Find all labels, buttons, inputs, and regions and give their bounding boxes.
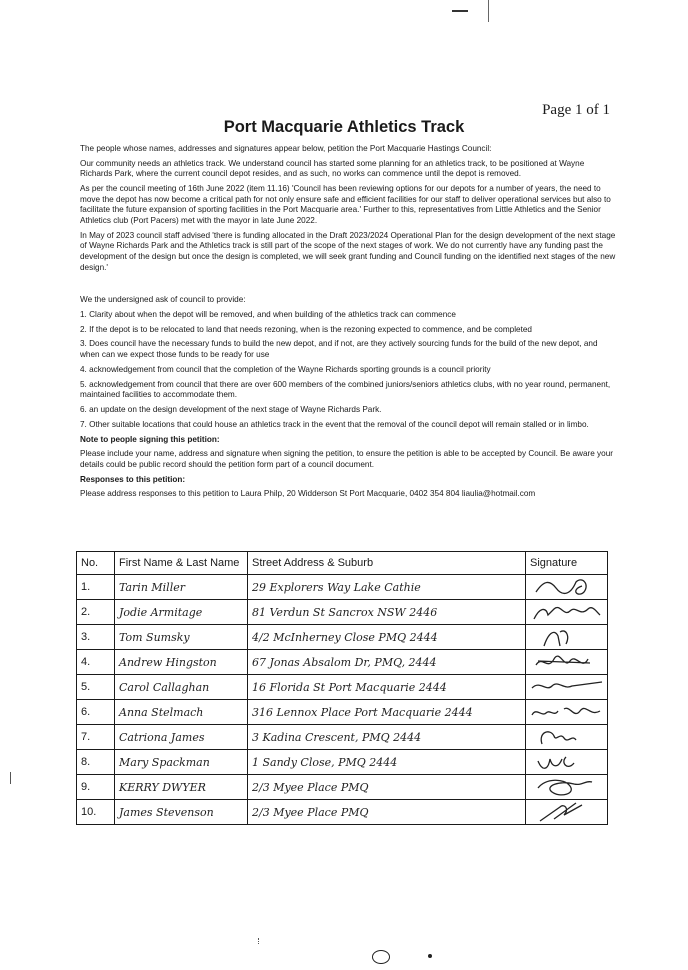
requests-intro: We the undersigned ask of council to provide: bbox=[80, 295, 246, 305]
scan-mark-top-line bbox=[488, 0, 489, 22]
table-row bbox=[77, 750, 608, 775]
table-row bbox=[77, 625, 608, 650]
row-number: 4. bbox=[77, 650, 115, 675]
row-name: KERRY DWYER bbox=[115, 775, 248, 800]
row-signature bbox=[526, 625, 608, 650]
row-name: Mary Spackman bbox=[115, 750, 248, 775]
header-signature: Signature bbox=[526, 552, 608, 575]
table-row bbox=[77, 700, 608, 725]
row-signature bbox=[526, 600, 608, 625]
signature-scribble bbox=[530, 576, 604, 598]
paragraph: As per the council meeting of 16th June 2022 (item 11.16) 'Council has been reviewing options for our depots for a number of years, the need to move the depot has now become a critical path for not only ensure safe and efficient facilities for our staff to deliver operational services but also to facilitate the future expansion of sporting facilities in the Port Macquarie area.' Further to this, representatives from Little Athletics and the Senior Athletics club (Port Pacers) met with the mayor in late June 2022. bbox=[80, 184, 611, 225]
row-name: James Stevenson bbox=[115, 800, 248, 825]
page-title: Port Macquarie Athletics Track bbox=[223, 118, 465, 136]
row-name: Anna Stelmach bbox=[115, 700, 248, 725]
table-header-row bbox=[77, 552, 608, 575]
row-address: 4/2 McInherney Close PMQ 2444 bbox=[248, 625, 526, 650]
request-item: 1. Clarity about when the depot will be removed, and when building of the athletics track can commence bbox=[80, 309, 456, 319]
row-name: Carol Callaghan bbox=[115, 675, 248, 700]
signature-scribble bbox=[530, 776, 604, 798]
paragraph: Our community needs an athletics track. We understand council has started some planning for an athletics track, to be positioned at Wayne Richards Park, where the current council depot resides, and as such, no works can commence until the depot is removed. bbox=[80, 158, 585, 179]
table-row bbox=[77, 675, 608, 700]
request-item: 2. If the depot is to be relocated to land that needs rezoning, when is the rezoning expected to commence, and be completed bbox=[80, 324, 532, 334]
row-signature bbox=[526, 750, 608, 775]
signature-scribble bbox=[530, 726, 604, 748]
intro-text: The people whose names, addresses and signatures appear below, petition the Port Macquarie Hastings Council: bbox=[80, 144, 492, 153]
petition-body bbox=[80, 144, 616, 504]
scan-speck bbox=[258, 938, 267, 944]
row-address: 29 Explorers Way Lake Cathie bbox=[248, 575, 526, 600]
row-signature bbox=[526, 800, 608, 825]
header-address: Street Address & Suburb bbox=[248, 552, 526, 575]
signature-scribble bbox=[530, 701, 604, 723]
row-signature bbox=[526, 725, 608, 750]
scan-edge-tick bbox=[10, 772, 11, 784]
row-signature bbox=[526, 650, 608, 675]
scan-mark-top bbox=[452, 10, 468, 12]
row-signature bbox=[526, 675, 608, 700]
request-item: 3. Does council have the necessary funds to build the new depot, and if not, are they actively sourcing funds for the build of the new depot, and when can we expect those funds to be ready for use bbox=[80, 339, 598, 360]
row-signature bbox=[526, 775, 608, 800]
signature-scribble bbox=[530, 626, 604, 648]
row-name: Tom Sumsky bbox=[115, 625, 248, 650]
note-heading: Note to people signing this petition: bbox=[80, 434, 220, 444]
note-text: Please include your name, address and signature when signing the petition, to ensure the petition is able to be accepted by Council. Be aware your details could be public record should the petition form part of a council document. bbox=[80, 449, 613, 469]
request-item: 4. acknowledgement from council that the completion of the Wayne Richards sporting grounds is a council priority bbox=[80, 364, 491, 374]
table-row bbox=[77, 600, 608, 625]
signature-scribble bbox=[530, 651, 604, 673]
row-signature bbox=[526, 700, 608, 725]
row-number: 1. bbox=[77, 575, 115, 600]
row-number: 6. bbox=[77, 700, 115, 725]
row-address: 316 Lennox Place Port Macquarie 2444 bbox=[248, 700, 526, 725]
row-number: 8. bbox=[77, 750, 115, 775]
signature-scribble bbox=[530, 751, 604, 773]
row-name: Catriona James bbox=[115, 725, 248, 750]
request-item: 6. an update on the design development of the next stage of Wayne Richards Park. bbox=[80, 404, 382, 414]
row-address: 2/3 Myee Place PMQ bbox=[248, 800, 526, 825]
row-name: Tarin Miller bbox=[115, 575, 248, 600]
signature-scribble bbox=[530, 601, 604, 623]
row-address: 1 Sandy Close, PMQ 2444 bbox=[248, 750, 526, 775]
signature-scribble bbox=[530, 801, 604, 823]
paragraph: In May of 2023 council staff advised 'there is funding allocated in the Draft 2023/2024 Operational Plan for the design development of the next stage of Wayne Richards Park and the Athletics track is still part of the scope of the next stages of work. We do not currently have any funding past the development of the design but once the design is completed, we will seek grant funding and Council funding on the identified next stages of the new design.' bbox=[80, 230, 616, 272]
row-number: 5. bbox=[77, 675, 115, 700]
table-row bbox=[77, 775, 608, 800]
row-address: 2/3 Myee Place PMQ bbox=[248, 775, 526, 800]
table-row bbox=[77, 575, 608, 600]
responses-text: Please address responses to this petition to Laura Philp, 20 Widderson St Port Macquarie, 0402 354 804 liaulia@hotmail.com bbox=[80, 489, 536, 499]
row-address: 67 Jonas Absalom Dr, PMQ, 2444 bbox=[248, 650, 526, 675]
row-address: 3 Kadina Crescent, PMQ 2444 bbox=[248, 725, 526, 750]
responses-heading: Responses to this petition: bbox=[80, 474, 186, 484]
request-item: 5. acknowledgement from council that there are over 600 members of the combined juniors/seniors athletics clubs, with no year round, permanent, maintained facilities to accommodate them. bbox=[80, 379, 611, 400]
row-number: 2. bbox=[77, 600, 115, 625]
table-row bbox=[77, 725, 608, 750]
signature-scribble bbox=[530, 676, 604, 698]
scan-blot bbox=[372, 950, 390, 964]
row-address: 16 Florida St Port Macquarie 2444 bbox=[248, 675, 526, 700]
signature-table bbox=[76, 551, 608, 825]
row-number: 3. bbox=[77, 625, 115, 650]
row-number: 7. bbox=[77, 725, 115, 750]
row-signature bbox=[526, 575, 608, 600]
scan-dot bbox=[428, 954, 432, 958]
table-row bbox=[77, 800, 608, 825]
row-number: 9. bbox=[77, 775, 115, 800]
row-address: 81 Verdun St Sancrox NSW 2446 bbox=[248, 600, 526, 625]
row-number: 10. bbox=[77, 800, 115, 825]
header-name: First Name & Last Name bbox=[115, 552, 248, 575]
header-no: No. bbox=[77, 552, 115, 575]
row-name: Andrew Hingston bbox=[115, 650, 248, 675]
page-number: Page 1 of 1 bbox=[542, 102, 610, 118]
row-name: Jodie Armitage bbox=[115, 600, 248, 625]
table-row bbox=[77, 650, 608, 675]
request-item: 7. Other suitable locations that could house an athletics track in the event that the removal of the council depot will remain stalled or in limbo. bbox=[80, 419, 589, 429]
